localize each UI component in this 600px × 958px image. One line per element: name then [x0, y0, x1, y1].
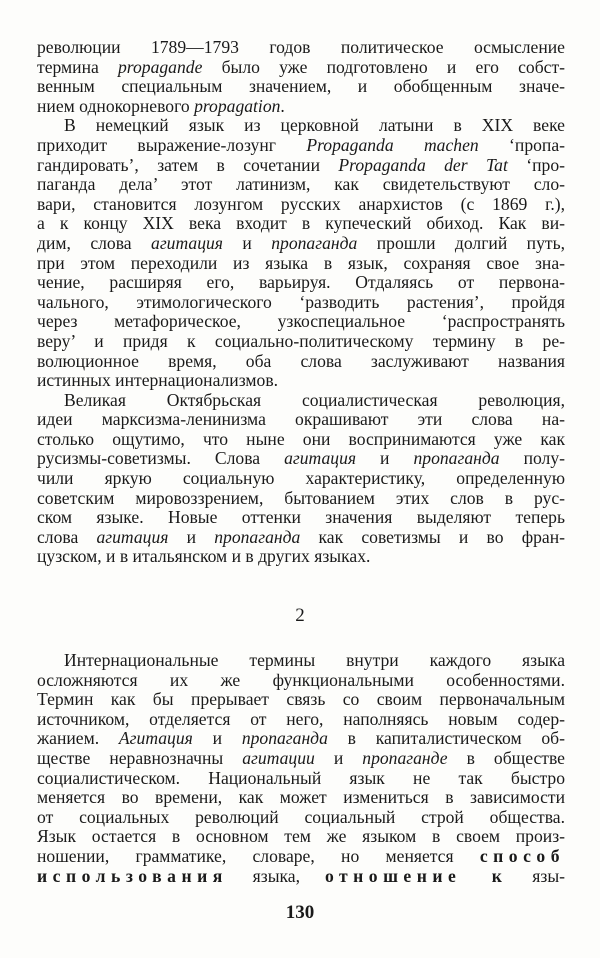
paragraph [37, 38, 565, 116]
italic-term: пропаганда [214, 526, 301, 547]
text-segment: в капиталистическом об- [327, 728, 565, 749]
italic-term: агитация [284, 448, 357, 469]
italic-term: агитация [96, 526, 169, 547]
text-segment: чение, расширяя его, варьируя. Отдаляясь от первона- [37, 272, 565, 293]
text-line [37, 38, 565, 58]
text-segment: прошли долгий путь, [357, 232, 565, 253]
text-line [37, 508, 565, 528]
text-segment: ‘пропа- [478, 134, 565, 155]
text-segment: В немецкий язык из церковной латыни в XIX веке [64, 115, 565, 136]
text-line [37, 651, 565, 671]
text-segment: меняется во времени, как может измениться в зависимости [37, 787, 565, 808]
text-segment: Великая Октябрьская социалистическая революция, [64, 389, 565, 410]
text-line [37, 469, 565, 489]
text-segment: венным специальным значением, и обобщенным значе- [37, 76, 565, 97]
text-line [37, 175, 565, 195]
italic-term: агитации [242, 747, 315, 768]
text-segment: приходит выражение-лозунг [37, 134, 307, 155]
text-segment: и [314, 747, 363, 768]
text-line [37, 352, 565, 372]
text-segment: дим, слова [37, 232, 152, 253]
text-segment: ношении, грамматике, словаре, но меняется [37, 845, 480, 866]
text-segment: слова [37, 526, 97, 547]
italic-term: propagande [118, 56, 203, 77]
text-segment: Интернациональные термины внутри каждого языка [64, 650, 565, 670]
text-segment: идеи марксизма-ленинизма окрашивают эти слова на- [37, 409, 565, 430]
text-line [37, 254, 565, 274]
text-line [37, 77, 565, 97]
text-line [37, 371, 565, 391]
text-line [37, 410, 565, 430]
text-block-upper [37, 38, 565, 567]
text-segment: жанием. [37, 728, 119, 749]
text-segment: в обществе [447, 747, 565, 768]
text-line [37, 156, 565, 176]
text-line [37, 273, 565, 293]
text-segment: чили яркую социальную характеристику, определенную [37, 468, 565, 489]
text-segment: . [280, 95, 285, 116]
text-segment: при этом переходили из языка в язык, сохраняя свое зна- [37, 252, 565, 273]
text-segment: цузском, и в итальянском и в других языках. [37, 546, 371, 567]
spaced-emphasis: способ [479, 845, 565, 866]
text-line [37, 769, 565, 789]
text-segment: и [222, 232, 272, 253]
spaced-emphasis: использования [37, 865, 228, 886]
text-segment: осложняются их же функциональными особенностями. [37, 669, 565, 690]
paragraph [37, 116, 565, 390]
text-line [37, 489, 565, 509]
italic-term: propagation [194, 95, 281, 116]
text-segment: и [356, 448, 414, 469]
text-line [37, 58, 565, 78]
text-segment: было уже подготовлено и его собст- [202, 56, 565, 77]
text-segment: термина [37, 56, 118, 77]
italic-term: агитация [151, 232, 223, 253]
text-line [37, 97, 565, 117]
text-segment: языка, [227, 865, 325, 886]
text-segment: гандировать’, затем в сочетании [37, 154, 339, 175]
italic-term: пропаганде [362, 747, 448, 768]
italic-term: пропаганда [241, 728, 328, 749]
italic-term: пропаганда [271, 232, 358, 253]
text-line [37, 195, 565, 215]
text-line [37, 827, 565, 847]
text-segment: волюционное время, оба слова заслуживают названия [37, 350, 565, 371]
text-line [37, 547, 565, 567]
text-segment: ществе неравнозначны [37, 747, 243, 768]
text-segment: революции 1789—1793 годов политическое осмысление [37, 37, 565, 57]
text-segment: чального, этимологического ‘разводить растения’, пройдя [37, 291, 565, 312]
text-line [37, 214, 565, 234]
text-line [37, 710, 565, 730]
text-segment: и [168, 526, 215, 547]
text-line [37, 847, 565, 867]
text-segment: язы- [507, 865, 566, 886]
text-line [37, 671, 565, 691]
text-segment: столько ощутимо, что ныне они воспринимаются уже как [37, 428, 565, 449]
text-line [37, 528, 565, 548]
text-segment: ском языке. Новые оттенки значения выделяют теперь [37, 507, 565, 528]
italic-term: Propaganda machen [306, 134, 479, 155]
italic-term: пропаганда [413, 448, 500, 469]
italic-term: Propaganda der Tat [338, 154, 508, 175]
text-block-lower [37, 651, 565, 886]
text-line [37, 449, 565, 469]
text-segment: через метафорическое, узкоспециальное ‘распространять [37, 311, 565, 332]
text-line [37, 788, 565, 808]
section-heading: 2 [295, 605, 305, 626]
text-segment: от социальных революций социальный строй общества. [37, 806, 565, 827]
text-line [37, 312, 565, 332]
text-line [37, 234, 565, 254]
paragraph [37, 391, 565, 567]
text-segment: Термин как бы прерывает связь со своим первоначальным [37, 689, 565, 710]
italic-term: Агитация [118, 728, 193, 749]
text-segment: социалистическом. Национальный язык не так быстро [37, 767, 565, 788]
text-segment: а к концу XIX века входит в купеческий обиход. Как ви- [37, 213, 565, 234]
page-number: 130 [285, 902, 315, 923]
text-segment: источником, отделяется от него, наполняясь новым содер- [37, 708, 565, 729]
text-segment: нием однокорневого [37, 95, 195, 116]
text-line [37, 749, 565, 769]
text-segment: и [192, 728, 242, 749]
text-segment: советским мировоззрением, бытованием этих слов в рус- [37, 487, 565, 508]
text-line [37, 430, 565, 450]
text-segment: ‘про- [507, 154, 565, 175]
text-line [37, 332, 565, 352]
text-line [37, 690, 565, 710]
text-line [37, 116, 565, 136]
text-line [37, 808, 565, 828]
text-line [37, 867, 565, 887]
text-line [37, 391, 565, 411]
text-line [37, 729, 565, 749]
text-segment: полу- [499, 448, 565, 469]
text-segment: паганда дела’ этот латинизм, как свидетельствуют сло- [37, 174, 565, 195]
text-segment: как советизмы и во фран- [300, 526, 565, 547]
text-segment: истинных интернационализмов. [37, 370, 279, 391]
spaced-emphasis: отношение к [324, 865, 508, 886]
text-segment: русизмы-советизмы. Слова [37, 448, 285, 469]
text-segment: Язык остается в основном тем же языком в своем произ- [37, 826, 565, 847]
text-segment: вари, становится лозунгом русских анархистов (с 1869 г.), [37, 193, 565, 214]
text-segment: веру’ и придя к социально-политическому термину в ре- [37, 330, 565, 351]
paragraph [37, 651, 565, 886]
text-line [37, 293, 565, 313]
text-line [37, 136, 565, 156]
